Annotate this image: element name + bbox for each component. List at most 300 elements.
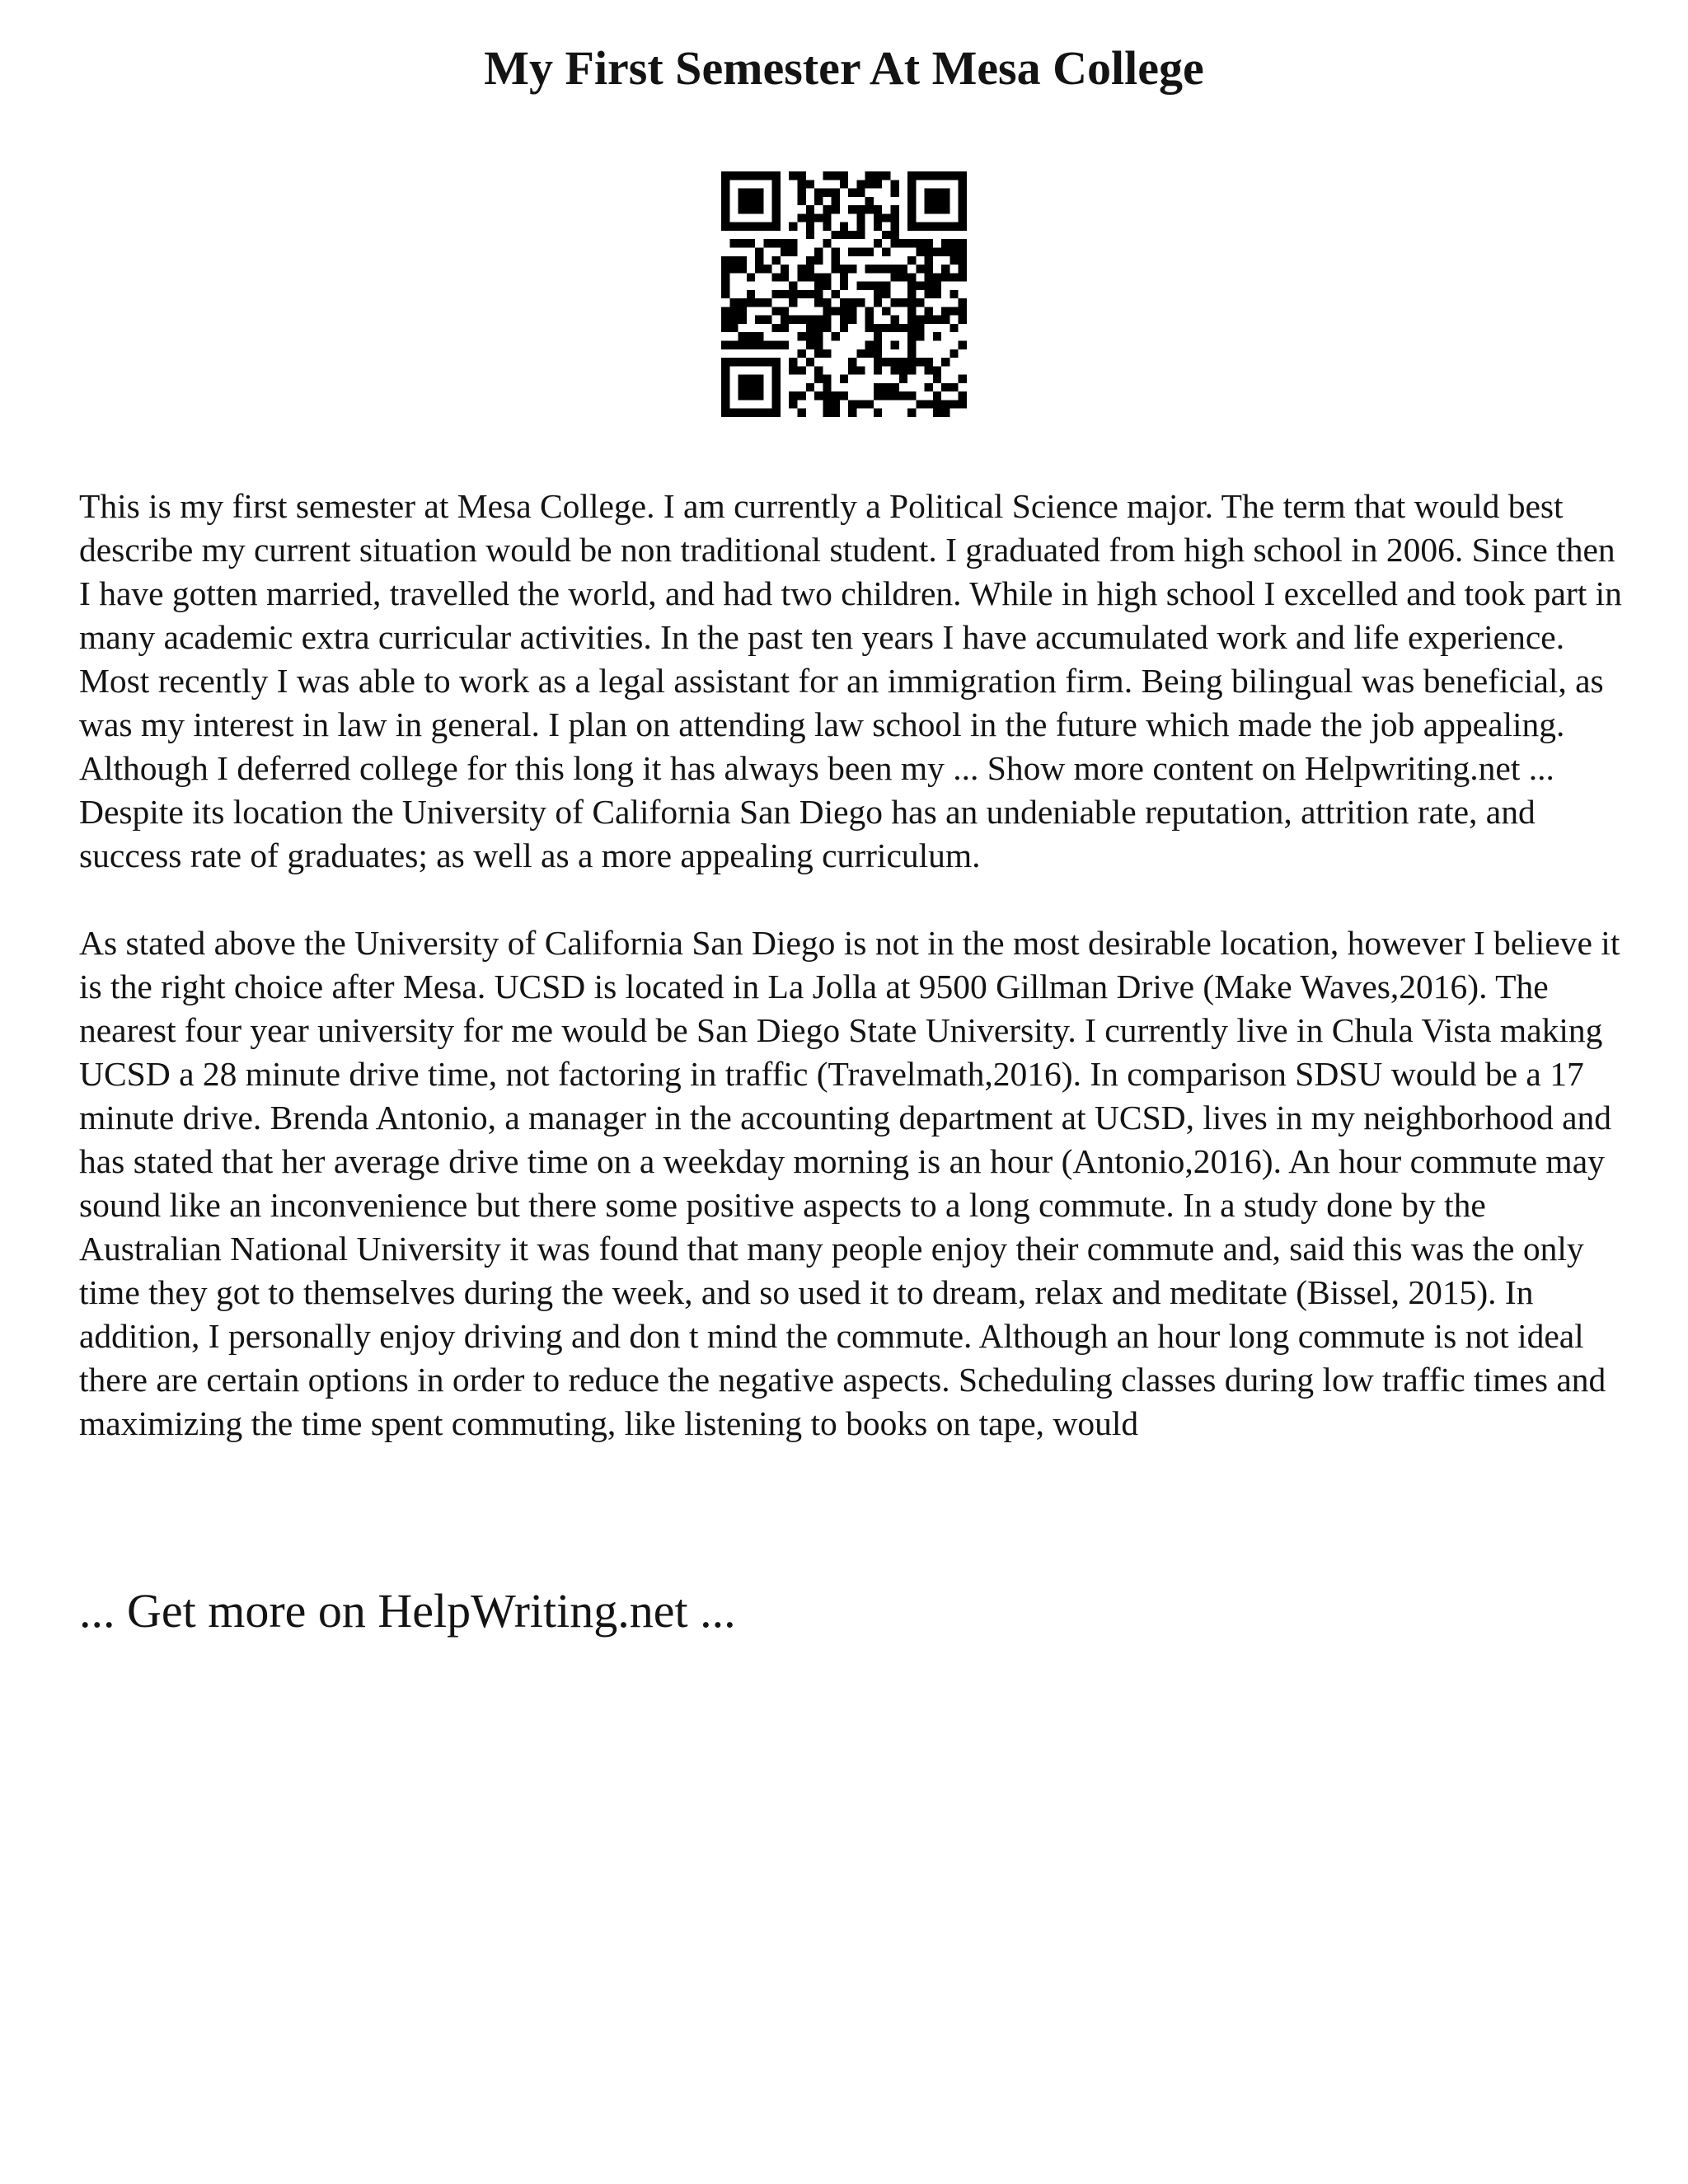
qr-module xyxy=(891,391,899,400)
qr-module xyxy=(907,341,916,349)
qr-module xyxy=(941,239,950,247)
get-more-link[interactable]: ... Get more on HelpWriting.net ... xyxy=(79,1584,736,1638)
qr-module xyxy=(789,290,797,298)
qr-module xyxy=(772,189,781,197)
qr-module xyxy=(721,290,729,298)
qr-module xyxy=(832,290,840,298)
qr-module xyxy=(806,265,814,273)
qr-module xyxy=(721,316,729,324)
qr-module xyxy=(933,273,941,281)
qr-module xyxy=(941,265,950,273)
qr-module xyxy=(738,307,747,315)
qr-module xyxy=(959,189,967,197)
qr-module xyxy=(865,307,874,315)
qr-module xyxy=(772,341,781,349)
qr-module xyxy=(772,307,781,315)
qr-module xyxy=(806,205,814,213)
qr-module xyxy=(874,180,882,188)
qr-module xyxy=(755,223,763,231)
qr-module xyxy=(874,324,882,332)
qr-module xyxy=(856,282,865,290)
qr-module xyxy=(907,239,916,247)
qr-module xyxy=(933,332,941,340)
qr-module xyxy=(755,265,763,273)
qr-module xyxy=(755,332,763,340)
qr-module xyxy=(882,324,890,332)
qr-module xyxy=(856,213,865,222)
qr-module xyxy=(747,189,755,197)
qr-module xyxy=(738,341,747,349)
qr-module xyxy=(959,298,967,307)
qr-module xyxy=(840,223,848,231)
qr-module xyxy=(721,341,729,349)
qr-module xyxy=(772,290,781,298)
qr-module xyxy=(865,171,874,180)
qr-module xyxy=(916,239,924,247)
qr-module xyxy=(797,189,805,197)
qr-module xyxy=(925,205,933,213)
qr-module xyxy=(959,239,967,247)
qr-module xyxy=(763,223,771,231)
qr-module xyxy=(729,316,738,324)
qr-module xyxy=(823,375,831,383)
qr-module xyxy=(772,223,781,231)
qr-module xyxy=(747,409,755,417)
qr-module xyxy=(865,341,874,349)
qr-module xyxy=(721,189,729,197)
qr-module xyxy=(763,239,771,247)
qr-module xyxy=(832,171,840,180)
qr-module xyxy=(832,197,840,205)
qr-module xyxy=(814,298,823,307)
qr-module xyxy=(874,391,882,400)
qr-module xyxy=(721,307,729,315)
qr-module xyxy=(848,205,856,213)
qr-module xyxy=(755,256,763,265)
qr-module xyxy=(865,247,874,255)
qr-module xyxy=(832,189,840,197)
qr-module xyxy=(848,189,856,197)
qr-module xyxy=(856,400,865,408)
qr-module xyxy=(832,400,840,408)
qr-module xyxy=(789,358,797,366)
qr-module xyxy=(755,189,763,197)
qr-module xyxy=(925,307,933,315)
qr-module xyxy=(907,409,916,417)
qr-module xyxy=(806,180,814,188)
qr-module xyxy=(882,307,890,315)
qr-module xyxy=(738,189,747,197)
qr-module xyxy=(823,298,831,307)
qr-module xyxy=(865,282,874,290)
qr-module xyxy=(747,358,755,366)
qr-module xyxy=(959,307,967,315)
qr-module xyxy=(747,391,755,400)
qr-module xyxy=(840,180,848,188)
qr-module xyxy=(772,239,781,247)
qr-module xyxy=(882,383,890,391)
qr-module xyxy=(907,324,916,332)
qr-module xyxy=(806,223,814,231)
qr-module xyxy=(933,247,941,255)
qr-module xyxy=(772,324,781,332)
qr-module xyxy=(959,265,967,273)
qr-module xyxy=(959,197,967,205)
qr-module xyxy=(925,256,933,265)
qr-module xyxy=(907,213,916,222)
qr-module xyxy=(755,197,763,205)
qr-module xyxy=(848,307,856,315)
qr-module xyxy=(721,391,729,400)
qr-module xyxy=(925,273,933,281)
qr-module xyxy=(907,366,916,374)
qr-module xyxy=(772,383,781,391)
qr-module xyxy=(874,298,882,307)
qr-module xyxy=(840,375,848,383)
qr-module xyxy=(848,265,856,273)
qr-module xyxy=(806,213,814,222)
qr-module xyxy=(738,375,747,383)
qr-module xyxy=(916,316,924,324)
qr-module xyxy=(806,256,814,265)
qr-module xyxy=(797,316,805,324)
qr-module xyxy=(814,366,823,374)
qr-module xyxy=(747,239,755,247)
qr-module xyxy=(721,400,729,408)
qr-module xyxy=(738,391,747,400)
qr-module xyxy=(789,391,797,400)
qr-module xyxy=(848,316,856,324)
qr-module xyxy=(797,171,805,180)
qr-module xyxy=(933,290,941,298)
qr-module xyxy=(891,180,899,188)
qr-module xyxy=(738,205,747,213)
qr-module xyxy=(941,247,950,255)
qr-module xyxy=(856,189,865,197)
qr-module xyxy=(865,349,874,358)
qr-module xyxy=(806,332,814,340)
qr-module xyxy=(916,298,924,307)
qr-module xyxy=(950,273,958,281)
qr-module xyxy=(823,213,831,222)
qr-module xyxy=(789,298,797,307)
qr-module xyxy=(891,239,899,247)
qr-module xyxy=(772,256,781,265)
qr-module xyxy=(755,375,763,383)
qr-module xyxy=(891,298,899,307)
paragraph-gap xyxy=(79,878,1629,921)
qr-module xyxy=(950,383,958,391)
qr-module xyxy=(959,171,967,180)
qr-module xyxy=(814,341,823,349)
qr-module xyxy=(891,324,899,332)
qr-module xyxy=(925,171,933,180)
qr-module xyxy=(823,400,831,408)
qr-module xyxy=(747,341,755,349)
qr-module xyxy=(772,171,781,180)
qr-module xyxy=(950,324,958,332)
qr-module xyxy=(941,383,950,391)
qr-module xyxy=(848,400,856,408)
qr-module xyxy=(729,307,738,315)
qr-module xyxy=(781,247,789,255)
qr-module xyxy=(814,273,823,281)
qr-module xyxy=(882,391,890,400)
qr-module xyxy=(941,171,950,180)
qr-module xyxy=(950,290,958,298)
qr-module xyxy=(907,180,916,188)
qr-module xyxy=(916,265,924,273)
qr-module xyxy=(738,265,747,273)
qr-module xyxy=(772,375,781,383)
qr-module xyxy=(772,197,781,205)
qr-module xyxy=(832,265,840,273)
qr-module xyxy=(916,223,924,231)
qr-module xyxy=(747,273,755,281)
qr-module xyxy=(797,290,805,298)
qr-module xyxy=(848,247,856,255)
qr-module xyxy=(832,391,840,400)
qr-module xyxy=(941,400,950,408)
qr-module xyxy=(738,223,747,231)
qr-module xyxy=(721,256,729,265)
qr-module xyxy=(763,409,771,417)
qr-module xyxy=(950,171,958,180)
qr-module xyxy=(840,282,848,290)
qr-module xyxy=(925,400,933,408)
qr-module xyxy=(781,290,789,298)
qr-module xyxy=(891,366,899,374)
qr-module xyxy=(721,375,729,383)
qr-module xyxy=(755,316,763,324)
qr-module xyxy=(721,223,729,231)
qr-module xyxy=(755,247,763,255)
qr-module xyxy=(925,383,933,391)
qr-module xyxy=(941,223,950,231)
qr-module xyxy=(899,375,907,383)
qr-module xyxy=(882,290,890,298)
qr-module xyxy=(789,400,797,408)
qr-module xyxy=(907,290,916,298)
qr-module xyxy=(959,223,967,231)
qr-module xyxy=(856,366,865,374)
qr-module xyxy=(814,391,823,400)
qr-module xyxy=(874,409,882,417)
qr-module xyxy=(738,197,747,205)
qr-module xyxy=(933,282,941,290)
qr-module xyxy=(823,239,831,247)
qr-module xyxy=(840,265,848,273)
qr-module xyxy=(814,247,823,255)
qr-module xyxy=(907,189,916,197)
qr-module xyxy=(950,307,958,315)
qr-module xyxy=(856,205,865,213)
qr-module xyxy=(823,205,831,213)
qr-module xyxy=(832,256,840,265)
qr-module xyxy=(832,231,840,239)
qr-module xyxy=(941,358,950,366)
qr-module xyxy=(848,358,856,366)
qr-module xyxy=(763,358,771,366)
qr-module xyxy=(899,239,907,247)
qr-module xyxy=(721,171,729,180)
qr-module xyxy=(916,324,924,332)
qr-module xyxy=(814,256,823,265)
qr-module xyxy=(840,316,848,324)
qr-module xyxy=(806,231,814,239)
qr-module xyxy=(755,391,763,400)
qr-module xyxy=(763,298,771,307)
qr-module xyxy=(959,391,967,400)
qr-module xyxy=(907,282,916,290)
qr-module xyxy=(797,180,805,188)
qr-module xyxy=(806,316,814,324)
qr-module xyxy=(814,189,823,197)
qr-module xyxy=(856,223,865,231)
qr-module xyxy=(907,316,916,324)
qr-module xyxy=(891,341,899,349)
qr-module xyxy=(907,273,916,281)
qr-module xyxy=(925,316,933,324)
qr-module xyxy=(823,171,831,180)
qr-module xyxy=(755,205,763,213)
qr-module xyxy=(916,358,924,366)
qr-module xyxy=(950,400,958,408)
qr-module xyxy=(789,223,797,231)
qr-module xyxy=(907,391,916,400)
qr-module xyxy=(747,205,755,213)
qr-module xyxy=(840,298,848,307)
qr-module xyxy=(941,205,950,213)
qr-module xyxy=(941,273,950,281)
qr-module xyxy=(721,358,729,366)
qr-module xyxy=(738,316,747,324)
qr-module xyxy=(729,171,738,180)
qr-module xyxy=(874,239,882,247)
qr-module xyxy=(874,282,882,290)
qr-module xyxy=(848,231,856,239)
qr-module xyxy=(950,256,958,265)
qr-code-icon xyxy=(721,171,967,417)
qr-module xyxy=(891,223,899,231)
qr-module xyxy=(729,341,738,349)
qr-module xyxy=(747,375,755,383)
qr-module xyxy=(899,366,907,374)
qr-module xyxy=(814,332,823,340)
qr-module xyxy=(916,247,924,255)
qr-module xyxy=(882,358,890,366)
qr-module xyxy=(959,205,967,213)
qr-module xyxy=(729,265,738,273)
qr-module xyxy=(814,282,823,290)
qr-module xyxy=(882,171,890,180)
qr-module xyxy=(891,231,899,239)
qr-module xyxy=(916,332,924,340)
qr-module xyxy=(925,358,933,366)
qr-module xyxy=(874,332,882,340)
qr-module xyxy=(907,358,916,366)
qr-module xyxy=(874,383,882,391)
qr-module xyxy=(797,213,805,222)
qr-module xyxy=(772,213,781,222)
qr-module xyxy=(874,171,882,180)
qr-module xyxy=(891,189,899,197)
qr-module xyxy=(882,213,890,222)
qr-module xyxy=(781,265,789,273)
qr-module xyxy=(814,197,823,205)
qr-module xyxy=(781,324,789,332)
qr-module xyxy=(823,273,831,281)
qr-module xyxy=(899,265,907,273)
qr-module xyxy=(891,265,899,273)
qr-module xyxy=(823,282,831,290)
qr-module xyxy=(891,213,899,222)
qr-module xyxy=(721,205,729,213)
qr-module xyxy=(797,391,805,400)
qr-module xyxy=(747,197,755,205)
qr-module xyxy=(959,180,967,188)
qr-module xyxy=(874,358,882,366)
qr-module xyxy=(832,409,840,417)
page-title: My First Semester At Mesa College xyxy=(484,41,1204,95)
qr-module xyxy=(933,409,941,417)
qr-module xyxy=(959,247,967,255)
qr-module xyxy=(832,332,840,340)
qr-module xyxy=(797,349,805,358)
qr-module xyxy=(729,324,738,332)
qr-module xyxy=(907,307,916,315)
qr-module xyxy=(840,307,848,315)
qr-module xyxy=(789,366,797,374)
qr-module xyxy=(806,341,814,349)
qr-module xyxy=(823,383,831,391)
qr-module xyxy=(925,247,933,255)
qr-module xyxy=(806,358,814,366)
qr-module xyxy=(823,324,831,332)
qr-module xyxy=(916,282,924,290)
qr-module xyxy=(925,265,933,273)
qr-module xyxy=(772,366,781,374)
qr-module xyxy=(729,223,738,231)
qr-module xyxy=(933,223,941,231)
qr-module xyxy=(899,273,907,281)
qr-module xyxy=(738,358,747,366)
qr-module xyxy=(891,205,899,213)
qr-module xyxy=(899,391,907,400)
qr-module xyxy=(721,366,729,374)
qr-module xyxy=(941,189,950,197)
qr-module xyxy=(959,375,967,383)
qr-module xyxy=(874,205,882,213)
qr-module xyxy=(806,290,814,298)
qr-module xyxy=(823,189,831,197)
qr-module xyxy=(933,400,941,408)
qr-module xyxy=(797,265,805,273)
qr-module xyxy=(840,324,848,332)
qr-module xyxy=(832,307,840,315)
qr-module xyxy=(797,197,805,205)
qr-module xyxy=(840,171,848,180)
qr-module xyxy=(907,223,916,231)
qr-module xyxy=(950,349,958,358)
qr-module xyxy=(856,247,865,255)
qr-module xyxy=(865,400,874,408)
qr-module xyxy=(797,273,805,281)
qr-module xyxy=(763,316,771,324)
qr-module xyxy=(925,189,933,197)
qr-module xyxy=(941,409,950,417)
qr-module xyxy=(941,197,950,205)
